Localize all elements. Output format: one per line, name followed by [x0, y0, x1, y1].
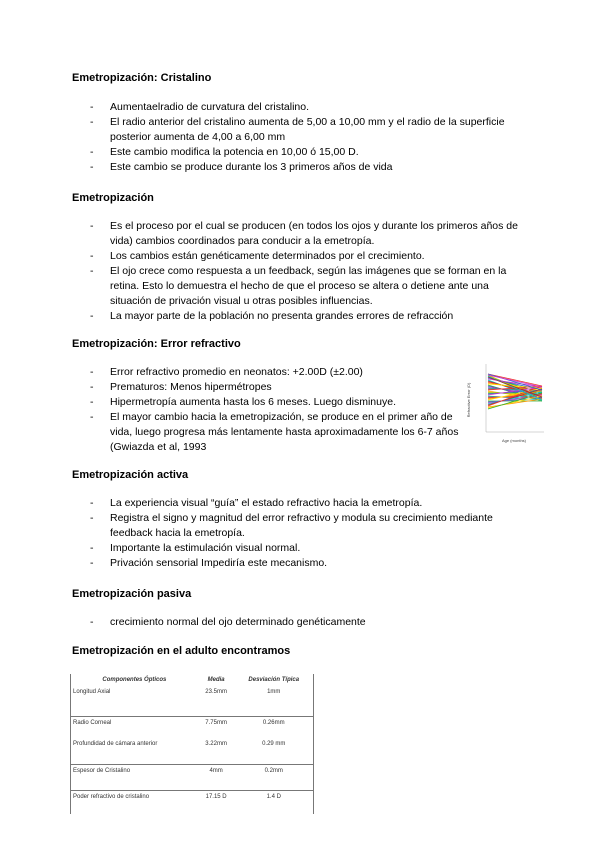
list-item: - Privación sensorial Impediría este mecanismo. [90, 556, 530, 571]
table-cell: 1.4 D [235, 790, 314, 814]
list-item: - El radio anterior del cristalino aumenta de 5,00 a 10,00 mm y el radio de la superficie posterior aumenta de 4,00 a 6,00 mm [90, 115, 530, 145]
list-item: - Los cambios están genéticamente determinados por el crecimiento. [90, 249, 530, 264]
table-header: Desviación Típica [248, 677, 300, 683]
table-cell: Radio Corneal [71, 716, 198, 738]
table-cell: 17.15 D [198, 790, 235, 814]
chart-lines [488, 374, 542, 409]
list-item: - La mayor parte de la población no presenta grandes errores de refracción [90, 309, 530, 324]
list-item: - Registra el signo y magnitud del error refractivo y modula su crecimiento mediante feedback hacia la emetropía. [90, 511, 530, 541]
table-cell: 0.26mm [235, 716, 314, 738]
table-cell: 7.75mm [198, 716, 235, 738]
list-item: - Este cambio se produce durante los 3 primeros años de vida [90, 160, 530, 175]
table-cell: Espesor de Cristalino [71, 764, 198, 790]
heading-error-refractivo: Emetropización: Error refractivo [72, 338, 241, 350]
list-pasiva [90, 615, 530, 630]
heading-emetropizacion: Emetropización [72, 192, 154, 204]
list-item: - Es el proceso por el cual se producen (en todos los ojos y durante los primeros años de vida) cambios coordinados para conducir a la emetropía. [90, 219, 530, 249]
table-cell: 0.29 mm [262, 741, 286, 747]
table-cell: 1mm [267, 689, 281, 695]
table-cell: 0.2mm [235, 764, 314, 790]
heading-adulto: Emetropización en el adulto encontramos [72, 645, 291, 657]
heading-activa: Emetropización activa [72, 469, 189, 481]
list-item: - La experiencia visual “guía” el estado refractivo hacia la emetropía. [90, 496, 530, 511]
table-cell: 3.22mm [205, 741, 227, 747]
table-header: Componentes Ópticos [102, 677, 167, 683]
list-activa [90, 496, 530, 571]
table-cell: 23.5mm [205, 689, 227, 695]
list-item: - crecimiento normal del ojo determinado genéticamente [90, 615, 530, 630]
heading-pasiva: Emetropización pasiva [72, 588, 192, 600]
list-emetropizacion [90, 219, 530, 324]
list-item: - Aumentaelradio de curvatura del cristalino. [90, 100, 530, 115]
table-cell: Profundidad de cámara anterior [73, 741, 158, 747]
heading-cristalino: Emetropización: Cristalino [72, 72, 212, 84]
list-item: - Prematuros: Menos hipermétropes [90, 380, 470, 395]
table-cell: Poder refractivo de cristalino [71, 790, 198, 814]
list-item: - El mayor cambio hacia la emetropización, se produce en el primer año de vida, luego progresa más lentamente hasta aproximadamente los 6-7 años (Gwiazda et al, 1993 [90, 410, 470, 455]
list-item: - Importante la estimulación visual normal. [90, 541, 530, 556]
table-cell: Longitud Axial [73, 689, 111, 695]
list-cristalino [90, 100, 530, 175]
chart-ylabel: Refractive Error (D) [466, 382, 471, 418]
optical-components-table [70, 674, 314, 814]
table-cell: 4mm [198, 764, 235, 790]
list-item: - Hipermetropía aumenta hasta los 6 meses. Luego disminuye. [90, 395, 470, 410]
table-header: Media [207, 677, 225, 683]
list-item: - El ojo crece como respuesta a un feedback, según las imágenes que se forman en la retina. Esto lo demuestra el hecho de que el proceso se altera o detiene ante una situación de privación visual u otras posibles influencias. [90, 264, 530, 309]
list-item: - Este cambio modifica la potencia en 10,00 ó 15,00 D. [90, 145, 530, 160]
chart-xlabel: Age (months) [501, 438, 527, 443]
list-error-refractivo [90, 365, 470, 455]
list-item: - Error refractivo promedio en neonatos: +2.00D (±2.00) [90, 365, 470, 380]
refractive-error-chart [466, 360, 544, 444]
